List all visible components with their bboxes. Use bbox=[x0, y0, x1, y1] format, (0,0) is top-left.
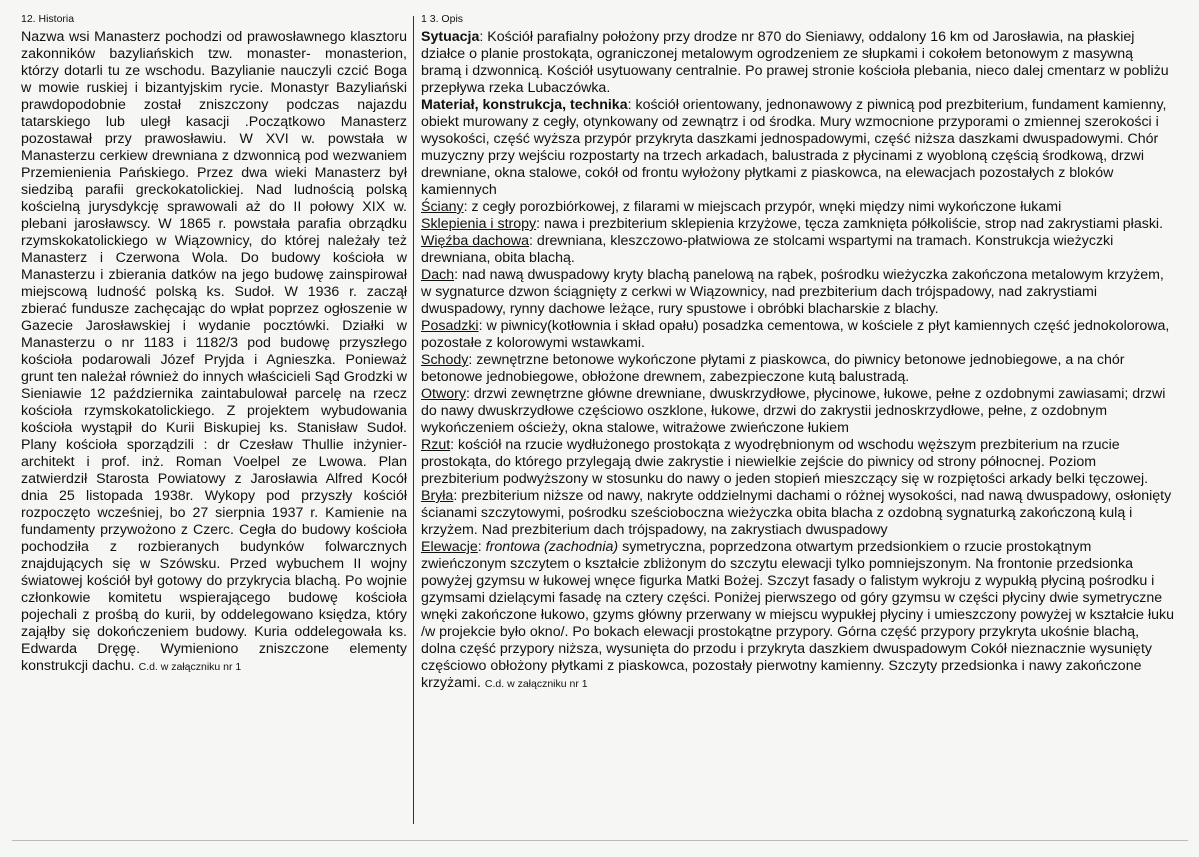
section-text: : z cegły porozbiórkowej, z filarami w miejscach przypór, wnęki między nimi wykończone łukami bbox=[463, 199, 1062, 215]
description-section bbox=[421, 97, 1176, 199]
description-section bbox=[421, 199, 1176, 216]
section-label: Posadzki bbox=[421, 318, 479, 334]
description-section bbox=[421, 267, 1176, 318]
section-label: Sklepienia i stropy bbox=[421, 216, 537, 232]
description-section bbox=[421, 386, 1176, 437]
section-text: : nad nawą dwuspadowy kryty blachą panelową na rąbek, pośrodku wieżyczka zakończona metalowym krzyżem, w sygnaturce dzwon ściągnięty z cerkwi w Wiązownicy, nad prezbiterium dach trójspadowy, nad zakrystiami dwuspadowy, rynny dachowe leżące, rury spustowe i obróbki blacharskie z blachy. bbox=[421, 267, 1164, 317]
section-label: Materiał, konstrukcja, technika bbox=[421, 97, 628, 113]
description-section bbox=[421, 318, 1176, 352]
description-heading: 1 3. Opis bbox=[421, 13, 464, 25]
description-section bbox=[421, 29, 1176, 97]
section-label: Bryła bbox=[421, 488, 454, 504]
section-text: : kościół na rzucie wydłużonego prostokąta z wyodrębnionym od wschodu węższym prezbiterium na rzucie prostokąta, do którego przylegają dwie zakrystie i niewielkie zejście do piwnicy od strony północnej. Poziom prezbiterium podwyższony w stosunku do nawy o jeden stopień mieszczący się w rozpiętości arkady belki tęczowej. bbox=[421, 437, 1149, 487]
bottom-rule bbox=[12, 840, 1188, 841]
section-text: symetryczna, poprzedzona otwartym przedsionkiem o rzucie prostokątnym zwieńczonym szczytem o kształcie zbliżonym do szczytu elewacji tylko pomniejszonym. Na frontonie przedsionka powyżej gzymsu w łukowej wnęce figurka Matki Bożej. Szczyt fasady o falistym wykroju z wypukłą płyciną pośrodku i gzymsami dzielącymi fasadę na cztery części. Poniżej pierwszego od góry gzymsu w części płyciny dwie symetryczne wnęki zakończone łukowo, gzyms główny przerwany w miejscu wypukłej płyciny i umieszczony powyżej w kształcie łuku /w projekcie było okno/. Po bokach elewacji prostokątne przypory. Górna część przypory przykryta ukośnie blachą, dolna część przypory niższa, wysunięta do przodu i przykryta daszkiem dwuspadowym Cokół nieznacznie wysunięty częściowo obłożony płytkami z piaskowca, pozostały pierwotny kamienny. Szczyty przedsionka i nawy zakończone krzyżami. bbox=[421, 539, 1175, 691]
section-text: : zewnętrzne betonowe wykończone płytami z piaskowca, do piwnicy betonowe jednobiegowe, a na chór betonowe jednobiegowe, obłożone drewnem, zabezpieczone kutą balustradą. bbox=[421, 352, 1125, 385]
section-label: Rzut bbox=[421, 437, 451, 453]
section-label: Ściany bbox=[421, 199, 464, 215]
continuation-note: C.d. w załączniku nr 1 bbox=[484, 678, 588, 690]
column-divider bbox=[413, 16, 414, 824]
section-label: Więźba dachowa bbox=[421, 233, 530, 249]
section-label: Sytuacja bbox=[421, 29, 480, 45]
section-text: : kościół orientowany, jednonawowy z piwnicą pod prezbiterium, fundament kamienny, obiekt murowany z cegły, otynkowany od zewnątrz i od środka. Mury wzmocnione przyporami o zmiennej szerokości i wysokości, część wyższa przypór przykryta daszkami jednospadowymi, część niższa daszkami dwuspadowymi. Chór muzyczny przy wejściu rozpostarty na trzech arkadach, balustrada z płycinami z wyobloną częścią środkową, drzwi drewniane, okna stalowe, cokół od frontu wyłożony płytkami z piaskowca, na elewacjach pozostałych z bloków kamiennych bbox=[421, 97, 1167, 198]
description-section bbox=[421, 216, 1176, 233]
section-label: Schody bbox=[421, 352, 469, 368]
description-section: Elewacje: frontowa (zachodnia) symetryczna, poprzedzona otwartym przedsionkiem o rzucie prostokątnym zwieńczonym szczytem o kształcie zbliżonym do szczytu elewacji tylko pomniejszonym. Na frontonie przedsionka powyżej gzymsu w łukowej wnęce figurka Matki Bożej. Szczyt fasady o falistym wykroju z wypukłą płyciną pośrodku i gzymsami dzielącymi fasadę na cztery części. Poniżej pierwszego od góry gzymsu w części płyciny dwie symetryczne wnęki zakończone łukowo, gzyms główny przerwany w miejscu wypukłej płyciny i umieszczony powyżej w kształcie łuku /w projekcie było okno/. Po bokach elewacji prostokątne przypory. Górna część przypory przykryta ukośnie blachą, dolna część przypory niższa, wysunięta do przodu i przykryta daszkiem dwuspadowym Cokół nieznacznie wysunięty częściowo obłożony płytkami z piaskowca, pozostały pierwotny kamienny. Szczyty przedsionka i nawy zakończone krzyżami. C.d. w załączniku nr 1 bbox=[421, 539, 1175, 691]
description-section bbox=[421, 233, 1176, 267]
section-text: : w piwnicy(kotłownia i skład opału) posadzka cementowa, w kościele z płyt kamiennych część jednokolorowa, pozostałe z kolorowymi wstawkami. bbox=[421, 318, 1170, 351]
continuation-note: C.d. w załączniku nr 1 bbox=[138, 661, 242, 673]
description-section bbox=[421, 437, 1176, 488]
history-column bbox=[21, 12, 407, 676]
section-label: Dach bbox=[421, 267, 455, 283]
section-text: : drzwi zewnętrzne główne drewniane, dwuskrzydłowe, płycinowe, łukowe, pełne z ozdobnymi zawiasami; drzwi do nawy dwuskrzydłowe częściowo oszklone, łukowe, drzwi do zakrystii jednoskrzydłowe, pełne, z ozdobnym wykończeniem ościeży, okna stalowe, witrażowe zwieńczone łukiem bbox=[421, 386, 1166, 436]
section-label: Otwory bbox=[421, 386, 466, 402]
description-column bbox=[421, 12, 1176, 693]
section-italic-text: frontowa (zachodnia) bbox=[485, 539, 619, 555]
section-text: : nawa i prezbiterium sklepienia krzyżowe, tęcza zamknięta półkoliście, strop nad zakrystiami płaski. bbox=[536, 216, 1164, 232]
description-sections bbox=[421, 29, 1176, 693]
history-text bbox=[21, 29, 407, 676]
section-text: : Kościół parafialny położony przy drodze nr 870 do Sieniawy, oddalony 16 km od Jarosławia, na płaskiej działce o planie prostokąta, ograniczonej metalowym ogrodzeniem ze słupkami i cokołem betonowym z masywną bramą i dzwonnicą. Kościół usytuowany centralnie. Po prawej stronie kościoła plebania, nieco dalej cmentarz w pobliżu przepływa rzeka Lubaczówka. bbox=[421, 29, 1169, 96]
history-heading: 12. Historia bbox=[21, 13, 75, 25]
section-text: : prezbiterium niższe od nawy, nakryte oddzielnymi dachami o różnej wysokości, nad nawą dwuspadowy, osłonięty ścianami szczytowymi, pośrodku sześcioboczna wieżyczka obita blacha z ozdobną sygnaturką zakończoną kulą i krzyżem. Nad prezbiterium dach trójspadowy, na zakrystiach dwuspadowy bbox=[421, 488, 1172, 538]
description-section bbox=[421, 488, 1176, 539]
section-text: : drewniana, kleszczowo-płatwiowa ze stolcami wspartymi na tramach. Konstrukcja wieżyczki drewniana, obita blachą. bbox=[421, 233, 1114, 266]
section-label: Elewacje bbox=[421, 539, 478, 555]
history-body: Nazwa wsi Manasterz pochodzi od prawosławnego klasztoru zakonników bazyliańskich tzw. monaster- monasterion, którzy dotarli tu ze wschodu. Bazylianie nauczyli czcić Boga w mowie ruskiej i bizantyjskim rycie. Monastyr Bazyliański prawdopodobnie został zniszczony podczas najazdu tatarskiego lub uległ kasacji .Początkowo Manasterz pozostawał przy prawosławiu. W XVI w. powstała w Manasterzu cerkiew drewniana z dzwonnicą pod wezwaniem Przemienienia Pańskiego. Przez dwa wieki Manasterz był siedzibą parafii greckokatolickiej. Nad ludnością polską kościelną jurysdykcję sprawowali aż do II połowy XIX w. plebani jarosławscy. W 1865 r. powstała parafia obrządku rzymskokatolickiego w Wiązownicy, do której należały też Manasterz i Czerwona Wola. Do budowy kościoła w Manasterzu i zbierania datków na jego budowę zainspirował miejscową ludność polską ks. Sudoł. W 1936 r. zaczął zbierać fundusze zachęcając do wpłat poprzez ogłoszenie w Gazecie Jarosławskiej i wydanie pocztówki. Działki w Manasterzu o nr 1183 i 1182/3 pod budowę przyszłego kościoła podarowali Józef Pryjda i Agnieszka. Ponieważ grunt ten należał również do innych właścicieli Sąd Grodzki w Sieniawie 12 października zaintabulował parcelę na rzecz kościoła rzymskokatolickiego. Z projektem wybudowania kościoła wystąpił do Kurii Biskupiej ks. Stanisław Sudoł. Plany kościoła sporządzili : dr Czesław Thullie inżynier-architekt i prof. inż. Roman Voelpel ze Lwowa. Plan zatwierdził Starosta Powiatowy z Jarosławia Alfred Kocół dnia 25 listopada 1938r. Wykopy pod przyszły kościół rozpoczęto wcześniej, bo 27 sierpnia 1937 r. Kamienie na fundamenty przywożono z Czerc. Cegła do budowy kościoła pochodziła z rozbieranych budynków folwarcznych znajdujących się w Szówsku. Przed wybuchem II wojny światowej kościół był gotowy do przykrycia blachą. Po wojnie członkowie komitetu wspierającego budowę kościoła pojechali z prośbą do kurii, by oddelegowano księdza, który zająłby się dokończeniem budowy. Kuria oddelegowała ks. Edwarda Dręgę. Wymieniono zniszczone elementy konstrukcji dachu. bbox=[21, 29, 407, 674]
description-section bbox=[421, 352, 1176, 386]
